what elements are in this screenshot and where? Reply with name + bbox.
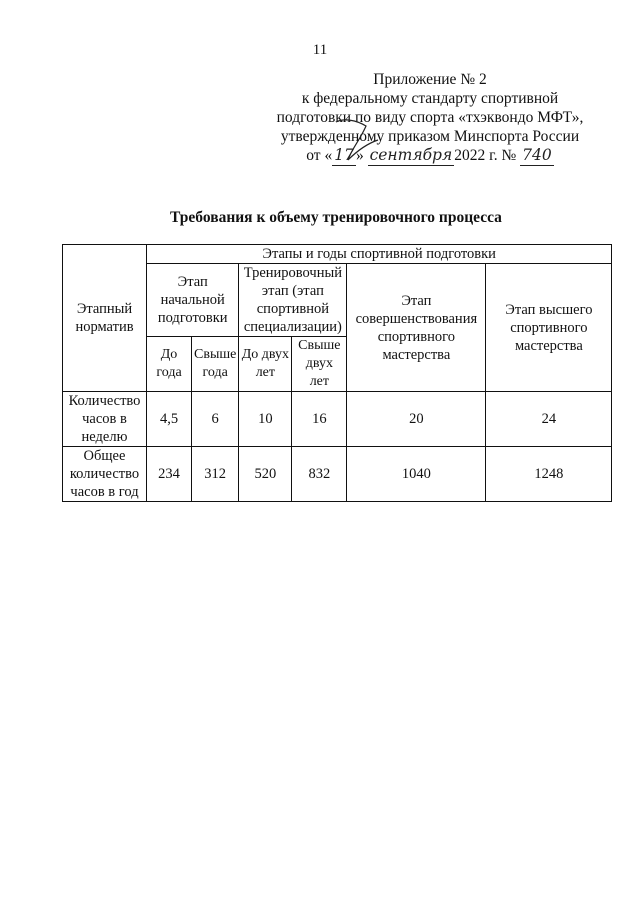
cell-value: 24: [486, 392, 612, 447]
header-training-stage: Тренировочный этап (этап спортивной специализации): [239, 264, 347, 337]
order-year: 2022 г. №: [454, 147, 517, 164]
header-highest-stage: Этап высшего спортивного мастерства: [486, 264, 612, 392]
appendix-line-order: утвержденному приказом Минспорта России: [280, 128, 580, 145]
cell-value: 1248: [486, 447, 612, 502]
header-over-two-years: Свыше двух лет: [292, 337, 347, 392]
appendix-date-line: [260, 146, 600, 166]
appendix-title: Приложение № 2: [373, 71, 487, 88]
cell-value: 4,5: [147, 392, 192, 447]
header-over-year: Свыше года: [192, 337, 239, 392]
date-quote: »: [355, 147, 364, 164]
header-initial-stage: Этап начальной подготовки: [147, 264, 239, 337]
header-upto-two-years: До двух лет: [239, 337, 292, 392]
row-label: Количество часов в неделю: [63, 392, 147, 447]
table-header-row: [63, 245, 612, 264]
cell-value: 20: [347, 392, 486, 447]
date-prefix: от «: [306, 147, 333, 164]
appendix-block: [260, 70, 600, 166]
cell-value: 16: [292, 392, 347, 447]
signature-mark: [326, 100, 386, 170]
table-row: [63, 447, 612, 502]
cell-value: 520: [239, 447, 292, 502]
header-stages-group: Этапы и годы спортивной подготовки: [147, 245, 612, 264]
page-number: 11: [312, 42, 328, 58]
cell-value: 6: [192, 392, 239, 447]
handwritten-day: 17: [334, 146, 354, 164]
handwritten-order-number: 740: [522, 146, 552, 164]
header-upto-year: До года: [147, 337, 192, 392]
requirements-table: [62, 244, 612, 502]
cell-value: 234: [147, 447, 192, 502]
header-improvement-stage: Этап совершенствования спортивного мастерства: [347, 264, 486, 392]
appendix-line-standard: к федеральному стандарту спортивной: [301, 90, 559, 107]
cell-value: 1040: [347, 447, 486, 502]
document-title: Требования к объему тренировочного процесса: [170, 209, 502, 226]
row-label: Общее количество часов в год: [63, 447, 147, 502]
header-normative: Этапный норматив: [63, 245, 147, 392]
cell-value: 312: [192, 447, 239, 502]
cell-value: 832: [292, 447, 347, 502]
appendix-line-sport: подготовки по виду спорта «тхэквондо МФТ»,: [276, 109, 584, 126]
table-row: [63, 392, 612, 447]
handwritten-month: сентября: [369, 146, 453, 164]
cell-value: 10: [239, 392, 292, 447]
